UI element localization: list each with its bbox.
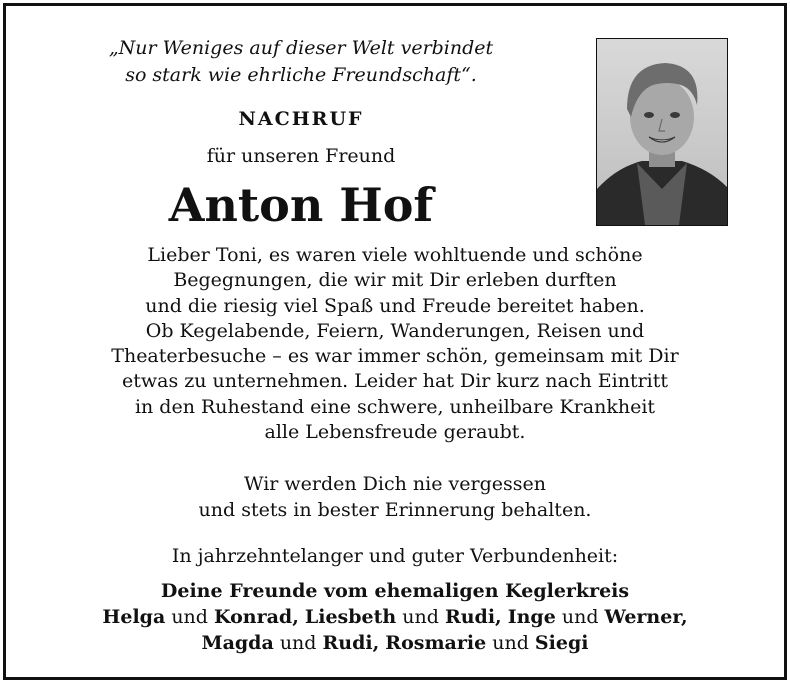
obituary-notice bbox=[3, 3, 787, 680]
signer-name: Magda bbox=[201, 632, 274, 654]
signer-name: Rudi bbox=[322, 632, 373, 654]
farewell-line: und stets in bester Erinnerung behalten. bbox=[198, 499, 592, 521]
body-line: Ob Kegelabende, Feiern, Wanderungen, Reisen und bbox=[145, 319, 645, 342]
signer-name: Werner bbox=[604, 606, 681, 628]
signer-group: Deine Freunde vom ehemaligen Keglerkreis bbox=[160, 580, 630, 602]
portrait-photo bbox=[596, 38, 728, 226]
signers-block bbox=[26, 578, 764, 656]
and-word: und bbox=[171, 606, 208, 628]
body-line: Begegnungen, die wir mit Dir erleben durften bbox=[173, 269, 617, 292]
farewell-text bbox=[26, 471, 764, 523]
signer-name: Helga bbox=[102, 606, 166, 628]
signer-name: Konrad bbox=[214, 606, 293, 628]
body-line: Theaterbesuche – es war immer schön, gemeinsam mit Dir bbox=[111, 345, 679, 368]
and-word: und bbox=[561, 606, 599, 628]
body-line: etwas zu unternehmen. Leider hat Dir kurz nach Eintritt bbox=[121, 370, 669, 393]
signer-line: Helga und Konrad, Liesbeth und Rudi, Inge und Werner, bbox=[102, 606, 688, 628]
closing-line: In jahrzehntelanger und guter Verbundenheit: bbox=[171, 545, 619, 567]
quote-line-2: so stark wie ehrliche Freundschaft“. bbox=[125, 64, 477, 86]
quote bbox=[66, 35, 536, 89]
body-line: und die riesig viel Spaß und Freude bereitet haben. bbox=[145, 294, 645, 317]
and-word: und bbox=[402, 606, 439, 628]
deceased-name: Anton Hof bbox=[168, 178, 434, 232]
body-text bbox=[26, 243, 764, 445]
body-line: in den Ruhestand eine schwere, unheilbare Krankheit bbox=[134, 395, 656, 418]
signer-name: Inge bbox=[507, 606, 556, 628]
portrait-photo-icon bbox=[597, 39, 727, 225]
signer-line: Magda und Rudi, Rosmarie und Siegi bbox=[201, 632, 589, 654]
notice-heading: NACHRUF bbox=[238, 108, 364, 130]
signer-name: Rosmarie bbox=[385, 632, 487, 654]
farewell-line: Wir werden Dich nie vergessen bbox=[244, 473, 546, 495]
signer-name: Liesbeth bbox=[304, 606, 397, 628]
quote-line-1: „Nur Weniges auf dieser Welt verbindet bbox=[108, 37, 494, 59]
body-line: alle Lebensfreude geraubt. bbox=[264, 421, 526, 444]
signer-name: Siegi bbox=[534, 632, 589, 654]
and-word: und bbox=[279, 632, 317, 654]
and-word: und bbox=[492, 632, 529, 654]
notice-subheading: für unseren Freund bbox=[206, 145, 396, 167]
body-line: Lieber Toni, es waren viele wohltuende und schöne bbox=[147, 244, 643, 266]
signer-name: Rudi bbox=[444, 606, 496, 628]
